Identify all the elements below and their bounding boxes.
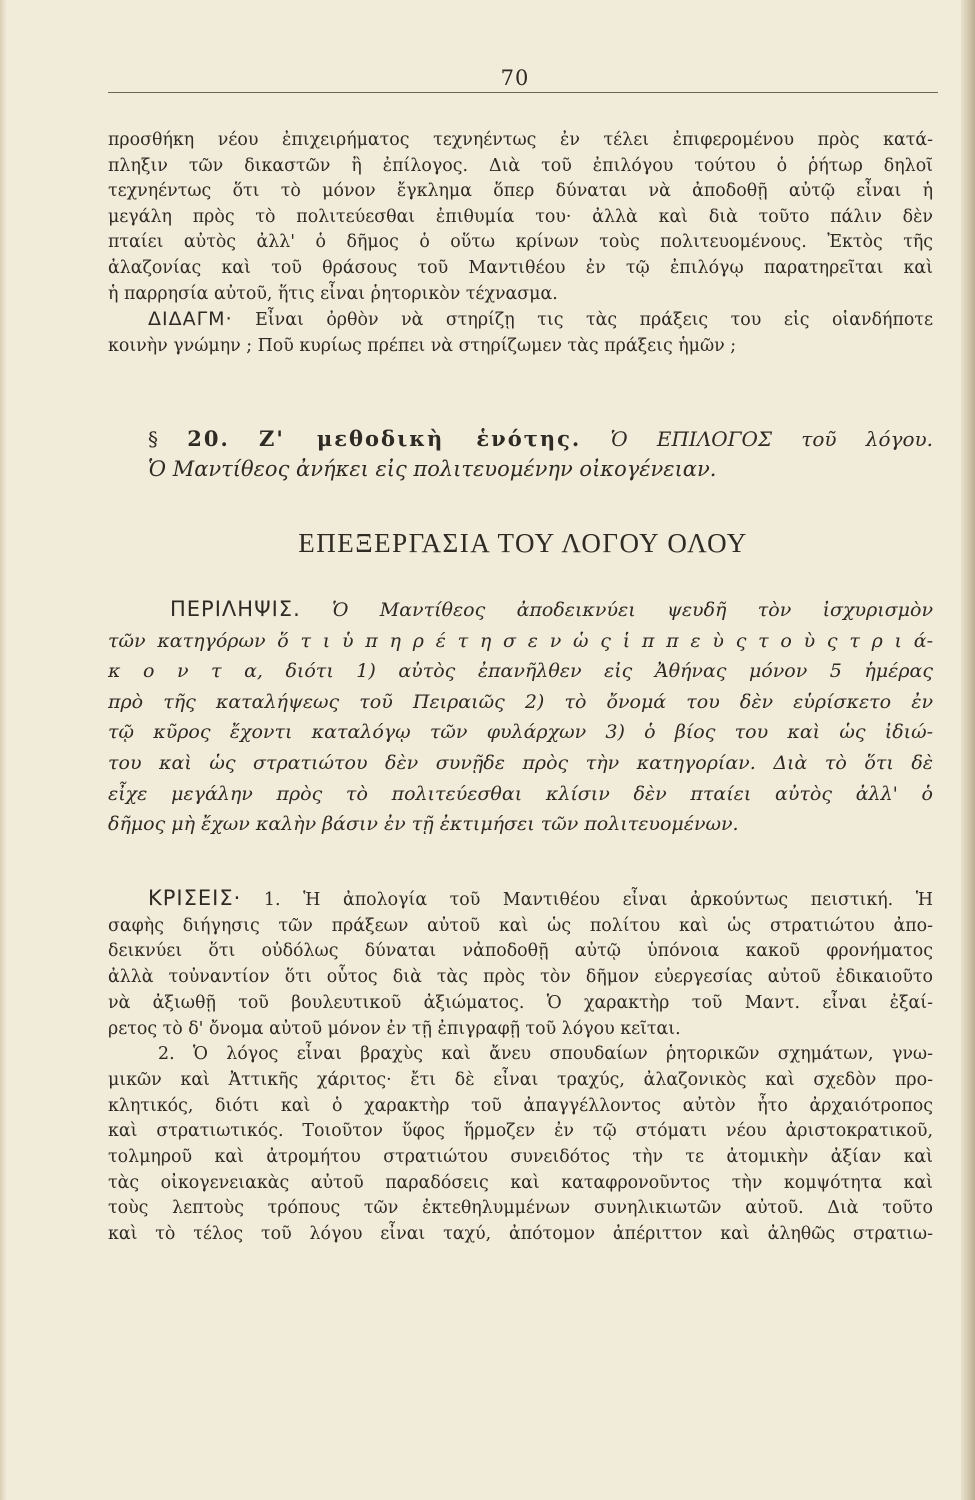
text-line: ἀλαζονίας καὶ τοῦ θράσους τοῦ Μαντιθέου ἐν τῷ ἐπιλόγῳ παρατηρεῖται καὶ <box>108 257 933 278</box>
section-subtitle: Ὁ Μαντίθεος ἀνήκει εἰς πολιτευομένην οἰκογένειαν. <box>148 457 717 481</box>
page-right-edge <box>961 0 975 1500</box>
text-line: νὰ ἀξιωθῇ τοῦ βουλευτικοῦ ἀξιώματος. Ὁ χαρακτὴρ τοῦ Μαντ. εἶναι ἐξαί- <box>108 992 933 1013</box>
kriseis-line <box>108 886 933 914</box>
text-line: σαφὴς διήγησις τῶν πράξεων αὐτοῦ καὶ ὡς πολίτου καὶ ὡς στρατιώτου ἀπο- <box>108 915 933 936</box>
section-title-line <box>148 424 933 454</box>
text-line: μεγάλη πρὸς τὸ πολιτεύεσθαι ἐπιθυμία του· ἀλλὰ καὶ διὰ τοῦτο πάλιν δὲν <box>108 206 933 227</box>
didagm-line <box>108 307 933 334</box>
page-left-edge <box>0 0 6 1500</box>
text-line: ἡ παρρησία αὐτοῦ, ἥτις εἶναι ῥητορικὸν τέχνασμα. <box>108 283 558 304</box>
section-header <box>148 424 933 484</box>
didagm-label: ΔΙΔΑΓΜ· <box>148 308 233 331</box>
perilipsis-text: Ὁ Μαντίθεος ἀποδεικνύει ψευδῆ τὸν ἰσχυρισμὸν <box>332 599 934 621</box>
perilipsis-line <box>108 594 933 626</box>
perilipsis-paragraph <box>108 594 933 840</box>
epilogue-suffix: τοῦ λόγου. <box>801 427 934 451</box>
section-mark: § <box>148 427 158 451</box>
section-title: Ζ' μεθοδικὴ ἑνότης. <box>258 426 582 451</box>
text-line: καὶ τὸ τέλος τοῦ λόγου εἶναι ταχύ, ἀπότομον ἀπέριττον καὶ ἀληθῶς στρατιω- <box>108 1224 933 1245</box>
text-line: εἶχε μεγάλην πρὸς τὸ πολιτεύεσθαι κλίσιν δὲν πταίει αὐτὸς ἀλλ' ὁ <box>108 782 933 805</box>
text-line: πταίει αὐτὸς ἀλλ' ὁ δῆμος ὁ οὕτω κρίνων τοὺς πολιτευομένους. Ἐκτὸς τῆς <box>108 232 933 253</box>
text-line: 2. Ὁ λόγος εἶναι βραχὺς καὶ ἄνευ σπουδαίων ῥητορικῶν σχημάτων, γνω- <box>158 1044 933 1065</box>
text-line: καὶ στρατιωτικός. Τοιοῦτον ὕφος ἥρμοζεν ἐν τῷ στόματι νέου ἀριστοκρατικοῦ, <box>108 1121 933 1142</box>
text-line: τολμηροῦ καὶ ἀτρομήτου στρατιώτου συνειδότος τὴν τε ἀτομικὴν ἀξίαν καὶ <box>108 1147 933 1168</box>
text-line: μικῶν καὶ Ἀττικῆς χάριτος· ἔτι δὲ εἶναι τραχύς, ἀλαζονικὸς καὶ σχεδὸν προ- <box>108 1069 933 1090</box>
text-line: κλητικός, διότι καὶ ὁ χαρακτὴρ τοῦ ἀπαγγέλλοντος αὐτὸν ἦτο ἀρχαιότροπος <box>108 1095 933 1116</box>
section-number: 20. <box>187 426 230 451</box>
kriseis-label: ΚΡΙΣΕΙΣ· <box>148 886 242 910</box>
text-line: τεχνηέντως ὅτι τὸ μόνον ἔγκλημα ὅπερ δύναται νὰ ἀποδοθῇ αὐτῷ εἶναι ἡ <box>108 181 933 202</box>
page-number: 70 <box>500 66 530 90</box>
text-line: ἀλλὰ τοὐναντίον ὅτι οὗτος διὰ τὰς πρὸς τὸν δῆμον εὐεργεσίας αὐτοῦ ἐδικαιοῦτο <box>108 967 933 988</box>
text-line: τῶν κατηγόρων ὅ τ ι ὑ π η ρ έ τ η σ ε ν ὡ ς ἱ π π ε ὺ ς τ ο ὺ ς τ ρ ι ά- <box>108 629 933 652</box>
text-line: κ ο ν τ α, διότι 1) αὐτὸς ἐπανῆλθεν εἰς Ἀθήνας μόνον 5 ἡμέρας <box>108 660 933 683</box>
kriseis-paragraph <box>108 886 933 1248</box>
text-line: τὰς οἰκογενειακὰς αὐτοῦ παραδόσεις καὶ καταφρονοῦντος τὴν κομψότητα καὶ <box>108 1172 933 1193</box>
epilogue-label: Ὁ ΕΠΙΛΟΓΟΣ <box>610 427 773 451</box>
header-rule <box>108 92 938 93</box>
text-line: του καὶ ὡς στρατιώτου δὲν συνῇδε πρὸς τὴν κατηγορίαν. Διὰ τὸ ὅτι δὲ <box>108 751 933 774</box>
kriseis-text: 1. Ἡ ἀπολογία τοῦ Μαντιθέου εἶναι ἀρκούντως πειστική. Ἡ <box>263 890 933 910</box>
text-line: προσθήκη νέου ἐπιχειρήματος τεχνηέντως ἐν τέλει ἐπιφερομένου πρὸς κατά- <box>108 130 933 150</box>
didagm-text: Εἶναι ὀρθὸν νὰ στηρίζῃ τις τὰς πράξεις του εἰς οἱανδήποτε <box>255 310 933 331</box>
text-line: δεικνύει ὅτι οὐδόλως δύναται νἀποδοθῇ αὐτῷ ὑπόνοια κακοῦ φρονήματος <box>108 941 933 962</box>
text-line: πρὸ τῆς καταλήψεως τοῦ Πειραιῶς 2) τὸ ὄνομά του δὲν εὑρίσκετο ἐν <box>108 690 933 713</box>
didagm-line-2: κοινὴν γνώμην ; Ποῦ κυρίως πρέπει νὰ στηρίζωμεν τὰς πράξεις ἡμῶν ; <box>108 335 737 356</box>
text-line: τοὺς λεπτοὺς τρόπους τῶν ἐκτεθηλυμμένων συνηλικιωτῶν αὐτοῦ. Διὰ τοῦτο <box>108 1198 933 1219</box>
text-line: πληξιν τῶν δικαστῶν ἢ ἐπίλογος. Διὰ τοῦ ἐπιλόγου τούτου ὁ ῥήτωρ δηλοῖ <box>108 155 933 176</box>
text-line: τῷ κῦρος ἔχοντι καταλόγῳ τῶν φυλάρχων 3) ὁ βίος του καὶ ὡς ἰδιώ- <box>108 721 933 744</box>
page-heading: ΕΠΕΞΕΡΓΑΣΙΑ ΤΟΥ ΛΟΓΟΥ ΟΛΟΥ <box>298 528 748 558</box>
perilipsis-label: ΠΕΡΙΛΗΨΙΣ. <box>170 597 301 621</box>
paragraph-epilogue-description <box>108 128 933 359</box>
text-line: ρετος τὸ δ' ὄνομα αὐτοῦ μόνον ἐν τῇ ἐπιγραφῇ τοῦ λόγου κεῖται. <box>108 1018 681 1039</box>
text-line: δῆμος μὴ ἔχων καλὴν βάσιν ἐν τῇ ἐκτιμήσει τῶν πολιτευομένων. <box>108 813 739 836</box>
